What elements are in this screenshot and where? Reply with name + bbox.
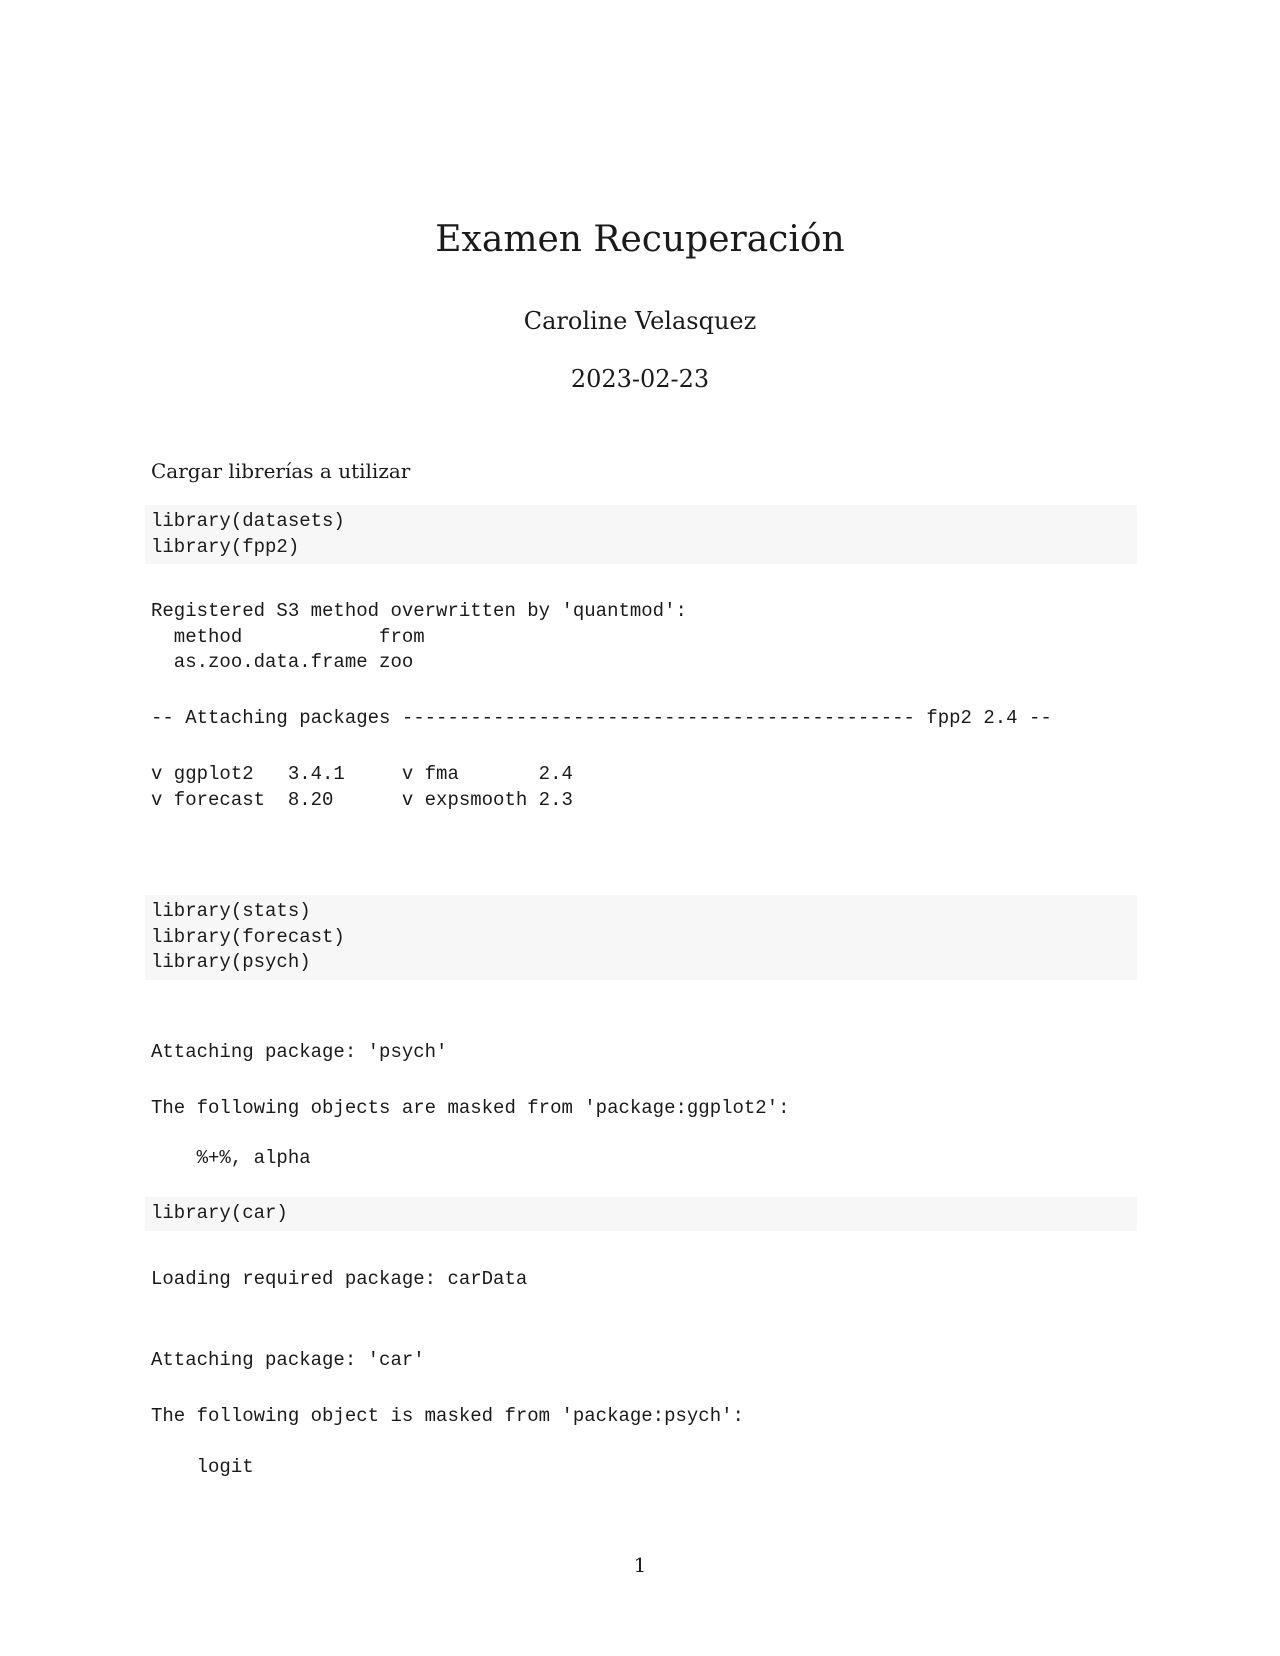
- code-chunk-load-datasets: [145, 505, 1137, 564]
- output-masked-logit: [151, 1455, 254, 1481]
- output-line: Attaching package: 'psych': [151, 1041, 448, 1063]
- document-date: 2023-02-23: [570, 365, 710, 393]
- output-line: The following objects are masked from 'package:ggplot2':: [151, 1097, 790, 1119]
- output-attaching-packages: [151, 706, 1052, 732]
- output-line: Registered S3 method overwritten by 'quantmod':: [151, 600, 687, 622]
- output-line: -- Attaching packages --------------------------------------------- fpp2 2.4 --: [151, 707, 1052, 729]
- code-chunk-load-car: [145, 1197, 1137, 1231]
- output-line: method from: [151, 625, 425, 648]
- intro-paragraph: Cargar librerías a utilizar: [151, 459, 411, 483]
- output-line: v ggplot2 3.4.1 v fma 2.4: [151, 763, 573, 785]
- output-attaching-car: [151, 1348, 425, 1374]
- code-line: library(fpp2): [151, 535, 300, 558]
- code-line: library(car): [151, 1202, 288, 1224]
- code-line: library(psych): [151, 951, 311, 973]
- code-chunk-load-stats: [145, 895, 1137, 980]
- code-line: library(stats): [151, 900, 311, 922]
- output-loading-cardata: [151, 1267, 527, 1293]
- page-number: 1: [633, 1553, 647, 1577]
- output-package-versions: [151, 762, 573, 813]
- output-line: Loading required package: carData: [151, 1268, 528, 1290]
- output-line: v forecast 8.20 v expsmooth 2.3: [151, 788, 573, 811]
- output-masked-objects: [151, 1146, 311, 1172]
- document-author: Caroline Velasquez: [523, 307, 757, 335]
- output-line: %+%, alpha: [151, 1147, 311, 1169]
- code-line: library(datasets): [151, 510, 345, 532]
- output-line: Attaching package: 'car': [151, 1349, 425, 1371]
- output-masked-psych: [151, 1404, 744, 1430]
- output-line: The following object is masked from 'package:psych':: [151, 1405, 744, 1427]
- document-title: Examen Recuperación: [435, 219, 845, 260]
- output-attaching-psych: [151, 1040, 447, 1066]
- code-line: library(forecast): [151, 925, 345, 948]
- output-masked-ggplot2: [151, 1096, 790, 1122]
- output-line: as.zoo.data.frame zoo: [151, 651, 414, 673]
- output-line: logit: [151, 1456, 254, 1478]
- output-quantmod-message: [151, 599, 687, 676]
